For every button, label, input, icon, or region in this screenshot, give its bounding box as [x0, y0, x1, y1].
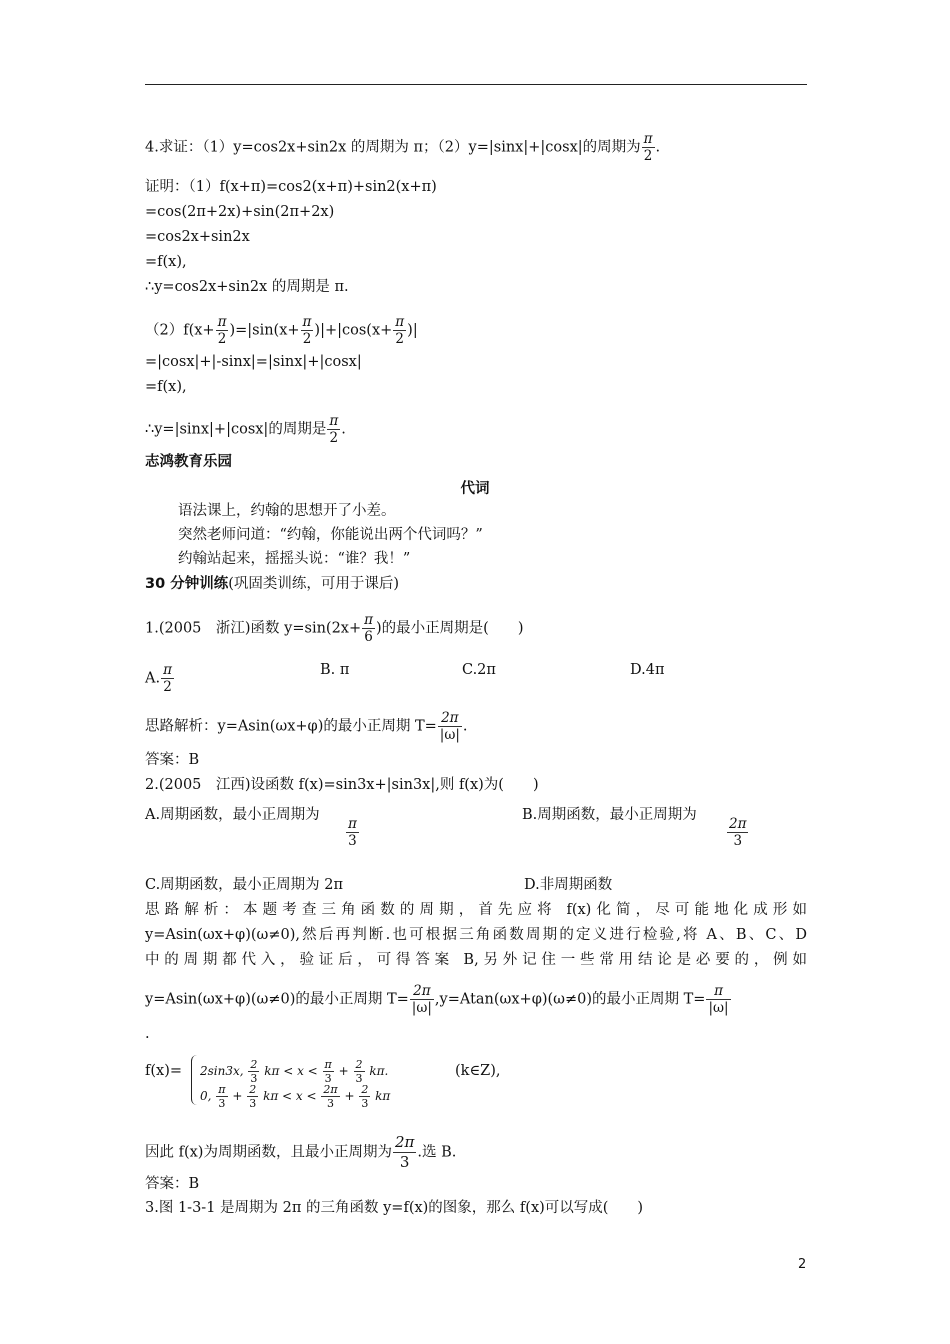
problem-2-stem: 2.(2005 江西)设函数 f(x)=sin3x+|sin3x|,则 f(x)为( )	[145, 777, 539, 793]
problem-1-analysis: 思路解析：y=Asin(ωx+φ)的最小正周期 T= $\frac{2\pi}{|\omega|}$ .	[145, 710, 468, 743]
problem-1-stem: 1.(2005 浙江)函数 y=sin(2x+ $\frac{\pi}{6}$ )的最小正周期是( )	[145, 612, 524, 645]
problem-2-analysis-line: 思路解析：本题考查三角函数的周期，首先应将 f(x)化简，尽可能地化成形如	[145, 902, 807, 918]
problem-1-answer: 答案：B	[145, 752, 200, 768]
proof-line: =cos(2π+2x)+sin(2π+2x)	[145, 204, 335, 220]
problem-3-stem: 3.图 1-3-1 是周期为 2π 的三角函数 y=f(x)的图象，那么 f(x)可以写成( )	[145, 1200, 644, 1216]
story-paragraph: 约翰站起来，摇摇头说：“谁？我！”	[178, 551, 411, 567]
fraction: $\frac{2}{3}$	[249, 1083, 257, 1110]
problem-1-option-c: C.2π	[462, 662, 496, 678]
section-heading: 志鸿教育乐园	[145, 454, 232, 470]
fraction: $\frac{2}{3}$	[250, 1058, 258, 1085]
fraction: $\frac{2\pi}{|\omega|}$	[439, 710, 460, 743]
fraction: $\frac{\pi}{2}$	[302, 314, 312, 347]
problem-2-analysis-line: y=Asin(ωx+φ)(ω≠0),然后再判断.也可根据三角函数周期的定义进行检验,将 A、B、C、D	[145, 927, 808, 943]
proof-line: =cos2x+sin2x	[145, 229, 250, 245]
problem-2-option-b: B.周期函数，最小正周期为	[522, 807, 697, 823]
fraction: $\frac{2\pi}{3}$	[394, 1133, 415, 1171]
proof-line: ∴y=|sinx|+|cosx|的周期是 $\frac{\pi}{2}$ .	[145, 413, 346, 446]
proof-line: =|cosx|+|-sinx|=|sinx|+|cosx|	[145, 354, 362, 370]
problem-2-option-c: C.周期函数，最小正周期为 2π	[145, 877, 344, 893]
problem-2-answer: 答案：B	[145, 1176, 200, 1192]
proof-line: 证明：（1）f(x+π)=cos2(x+π)+sin2(x+π)	[145, 179, 437, 195]
fraction: $\frac{\pi}{3}$	[348, 816, 357, 849]
story-title: 代词	[460, 481, 490, 497]
page-number: 2	[798, 1257, 807, 1272]
fraction: $\frac{\pi}{|\omega|}$	[708, 983, 729, 1016]
fraction: $\frac{2}{3}$	[355, 1058, 363, 1085]
problem-2-option-a: A.周期函数，最小正周期为	[145, 807, 320, 823]
problem-2-analysis-line: .	[145, 1026, 150, 1042]
fraction: $\frac{\pi}{3}$	[324, 1058, 332, 1085]
piecewise-label: f(x)=	[145, 1063, 183, 1079]
fraction: $\frac{2}{3}$	[361, 1083, 369, 1110]
piecewise-case-2: 0, $\frac{\pi}{3}$ + $\frac{2}{3}$ kπ < x < $\frac{2\pi}{3}$ + $\frac{2}{3}$ kπ	[200, 1083, 391, 1110]
problem-2-analysis-line: y=Asin(ωx+φ)(ω≠0)的最小正周期 T= $\frac{2\pi}{|\omega|}$ ,y=Atan(ωx+φ)(ω≠0)的最小正周期 T= $\frac{\pi}{|\omega|}$	[145, 983, 729, 1016]
proof-line: =f(x),	[145, 254, 187, 270]
fraction: $\frac{\pi}{2}$	[395, 314, 405, 347]
fraction: $\frac{\pi}{2}$	[217, 314, 227, 347]
problem-2-analysis-line: 中的周期都代入，验证后，可得答案 B,另外记住一些常用结论是必要的，例如	[145, 952, 807, 968]
problem-2-option-b-frac	[726, 816, 749, 849]
header-rule	[145, 84, 807, 85]
fraction: $\frac{2\pi}{3}$	[729, 816, 747, 849]
proof-line: =f(x),	[145, 379, 187, 395]
fraction: $\frac{\pi}{6}$	[364, 612, 374, 645]
story-paragraph: 突然老师问道：“约翰，你能说出两个代词吗？”	[178, 527, 483, 543]
piecewise-brace	[191, 1055, 200, 1105]
fraction: $\frac{2\pi}{|\omega|}$	[411, 983, 432, 1016]
piecewise-domain: (k∈Z),	[455, 1063, 501, 1079]
problem-1-option-d: D.4π	[630, 662, 665, 678]
piecewise-case-1: 2sin3x, $\frac{2}{3}$ kπ < x < $\frac{\pi}{3}$ + $\frac{2}{3}$ kπ.	[200, 1058, 389, 1085]
problem-1-option-a: A. $\frac{\pi}{2}$	[145, 662, 172, 695]
fraction: $\frac{\pi}{2}$	[163, 662, 172, 695]
problem-2-conclusion: 因此 f(x)为周期函数，且最小正周期为 $\frac{2\pi}{3}$ .选 B.	[145, 1133, 457, 1171]
problem-2-option-d: D.非周期函数	[524, 877, 613, 893]
problem-1-option-b: B. π	[320, 662, 350, 678]
problem-2-option-a-frac	[345, 816, 360, 849]
fraction: $\frac{\pi}{2}$	[643, 131, 653, 164]
q4-statement: 4.求证：（1）y=cos2x+sin2x 的周期为 π；（2）y=|sinx|+|cosx|的周期为 $\frac{\pi}{2}$ .	[145, 131, 661, 164]
story-paragraph: 语法课上，约翰的思想开了小差。	[178, 503, 396, 519]
proof-line: ∴y=cos2x+sin2x 的周期是 π.	[145, 279, 349, 295]
fraction: $\frac{2\pi}{3}$	[323, 1083, 338, 1110]
fraction: $\frac{\pi}{3}$	[218, 1083, 226, 1110]
training-heading: 30 分钟训练(巩固类训练，可用于课后)	[145, 576, 400, 592]
proof-line: （2）f(x+ $\frac{\pi}{2}$ )=|sin(x+ $\frac{\pi}{2}$ )|+|cos(x+ $\frac{\pi}{2}$ )|	[145, 314, 418, 347]
fraction: $\frac{\pi}{2}$	[329, 413, 339, 446]
